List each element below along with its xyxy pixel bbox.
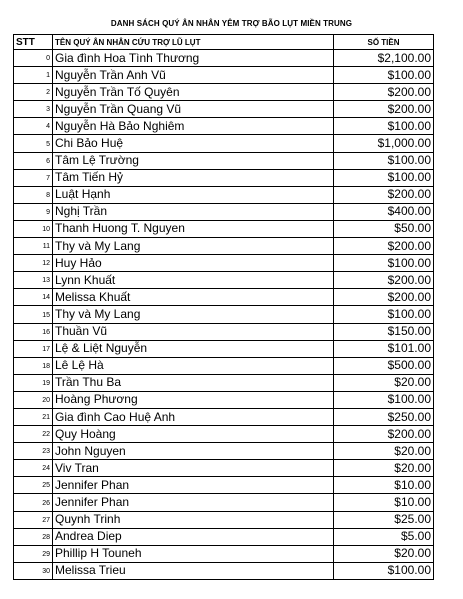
table-row bbox=[14, 357, 434, 374]
donation-amount: $2,100.00 bbox=[334, 50, 434, 67]
donation-amount: $500.00 bbox=[334, 357, 434, 374]
donation-amount: $5.00 bbox=[334, 528, 434, 545]
table-row bbox=[14, 494, 434, 511]
donor-name: Lệ & Liệt Nguyễn bbox=[53, 340, 334, 357]
table-row bbox=[14, 289, 434, 306]
donor-name: Phillip H Touneh bbox=[53, 545, 334, 562]
donation-amount: $400.00 bbox=[334, 203, 434, 220]
table-row bbox=[14, 255, 434, 272]
row-number: 24 bbox=[14, 460, 53, 477]
column-header-amount: SỐ TIỀN bbox=[334, 35, 434, 50]
table-row bbox=[14, 135, 434, 152]
table-row bbox=[14, 511, 434, 528]
donor-name: Lê Lệ Hà bbox=[53, 357, 334, 374]
table-row bbox=[14, 545, 434, 562]
row-number: 4 bbox=[14, 118, 53, 135]
row-number: 10 bbox=[14, 220, 53, 237]
table-row bbox=[14, 50, 434, 67]
table-row bbox=[14, 272, 434, 289]
donation-amount: $100.00 bbox=[334, 152, 434, 169]
table-row bbox=[14, 220, 434, 237]
donation-amount: $101.00 bbox=[334, 340, 434, 357]
donation-amount: $100.00 bbox=[334, 118, 434, 135]
row-number: 11 bbox=[14, 238, 53, 255]
table-row bbox=[14, 477, 434, 494]
donor-name: Quynh Trinh bbox=[53, 511, 334, 528]
donation-amount: $1,000.00 bbox=[334, 135, 434, 152]
donor-name: Thanh Huong T. Nguyen bbox=[53, 220, 334, 237]
row-number: 30 bbox=[14, 562, 53, 579]
row-number: 18 bbox=[14, 357, 53, 374]
row-number: 9 bbox=[14, 203, 53, 220]
document-title: DANH SÁCH QUÝ ÂN NHÂN YÊM TRỢ BÃO LỤT MIỀN TRUNG bbox=[110, 19, 353, 28]
donation-amount: $200.00 bbox=[334, 186, 434, 203]
donor-name: Thy và My Lang bbox=[53, 306, 334, 323]
table-row bbox=[14, 118, 434, 135]
row-number: 8 bbox=[14, 186, 53, 203]
row-number: 20 bbox=[14, 391, 53, 408]
row-number: 23 bbox=[14, 443, 53, 460]
table-row bbox=[14, 152, 434, 169]
row-number: 2 bbox=[14, 84, 53, 101]
column-header-stt: STT bbox=[14, 35, 53, 50]
donor-name: Jennifer Phan bbox=[53, 477, 334, 494]
table-row bbox=[14, 391, 434, 408]
donation-amount: $200.00 bbox=[334, 238, 434, 255]
table-row bbox=[14, 67, 434, 84]
donation-amount: $200.00 bbox=[334, 272, 434, 289]
row-number: 29 bbox=[14, 545, 53, 562]
table-row bbox=[14, 84, 434, 101]
row-number: 17 bbox=[14, 340, 53, 357]
donor-name: Thy và My Lang bbox=[53, 238, 334, 255]
donation-amount: $100.00 bbox=[334, 306, 434, 323]
donor-name: Chi Bảo Huệ bbox=[53, 135, 334, 152]
table-row bbox=[14, 340, 434, 357]
donor-name: Melissa Trieu bbox=[53, 562, 334, 579]
donor-name: Lynn Khuất bbox=[53, 272, 334, 289]
donation-amount: $25.00 bbox=[334, 511, 434, 528]
table-row bbox=[14, 562, 434, 579]
table-row bbox=[14, 528, 434, 545]
donor-name: Gia đình Hoa Tình Thương bbox=[53, 50, 334, 67]
donor-name: Nguyễn Hà Bảo Nghiêm bbox=[53, 118, 334, 135]
table-row bbox=[14, 408, 434, 425]
donation-amount: $200.00 bbox=[334, 289, 434, 306]
donation-amount: $20.00 bbox=[334, 460, 434, 477]
donor-table-body bbox=[14, 50, 434, 580]
table-row bbox=[14, 186, 434, 203]
donor-name: Nguyễn Trần Anh Vũ bbox=[53, 67, 334, 84]
row-number: 22 bbox=[14, 426, 53, 443]
donor-name: Jennifer Phan bbox=[53, 494, 334, 511]
row-number: 27 bbox=[14, 511, 53, 528]
table-row bbox=[14, 169, 434, 186]
row-number: 26 bbox=[14, 494, 53, 511]
donation-amount: $20.00 bbox=[334, 443, 434, 460]
donor-name: Gia đình Cao Huệ Anh bbox=[53, 408, 334, 425]
donor-table bbox=[13, 34, 434, 580]
donor-name: Andrea Diep bbox=[53, 528, 334, 545]
table-row bbox=[14, 203, 434, 220]
donor-name: Nghị Trần bbox=[53, 203, 334, 220]
column-header-name: TÊN QUÝ ÂN NHÂN CỨU TRỢ LŨ LỤT bbox=[53, 35, 334, 50]
table-header-row bbox=[14, 35, 434, 50]
donor-name: Viv Tran bbox=[53, 460, 334, 477]
donation-amount: $200.00 bbox=[334, 84, 434, 101]
donor-name: Nguyễn Trần Quang Vũ bbox=[53, 101, 334, 118]
donor-name: Nguyễn Trần Tố Quyên bbox=[53, 84, 334, 101]
donation-amount: $100.00 bbox=[334, 562, 434, 579]
donor-name: Hoàng Phương bbox=[53, 391, 334, 408]
table-row bbox=[14, 323, 434, 340]
donation-amount: $200.00 bbox=[334, 426, 434, 443]
donor-name: Tâm Tiến Hỷ bbox=[53, 169, 334, 186]
donation-amount: $10.00 bbox=[334, 477, 434, 494]
row-number: 0 bbox=[14, 50, 53, 67]
donation-amount: $100.00 bbox=[334, 67, 434, 84]
row-number: 14 bbox=[14, 289, 53, 306]
row-number: 12 bbox=[14, 255, 53, 272]
donor-name: Huy Hảo bbox=[53, 255, 334, 272]
donation-amount: $200.00 bbox=[334, 101, 434, 118]
table-row bbox=[14, 101, 434, 118]
row-number: 13 bbox=[14, 272, 53, 289]
table-row bbox=[14, 306, 434, 323]
row-number: 6 bbox=[14, 152, 53, 169]
donation-amount: $10.00 bbox=[334, 494, 434, 511]
table-row bbox=[14, 426, 434, 443]
row-number: 28 bbox=[14, 528, 53, 545]
donation-amount: $250.00 bbox=[334, 408, 434, 425]
donor-name: Tâm Lệ Trường bbox=[53, 152, 334, 169]
donor-name: Trần Thu Ba bbox=[53, 374, 334, 391]
row-number: 15 bbox=[14, 306, 53, 323]
row-number: 5 bbox=[14, 135, 53, 152]
table-row bbox=[14, 238, 434, 255]
donation-amount: $50.00 bbox=[334, 220, 434, 237]
table-row bbox=[14, 460, 434, 477]
donation-amount: $20.00 bbox=[334, 545, 434, 562]
donation-amount: $100.00 bbox=[334, 169, 434, 186]
row-number: 25 bbox=[14, 477, 53, 494]
donation-amount: $20.00 bbox=[334, 374, 434, 391]
donation-amount: $150.00 bbox=[334, 323, 434, 340]
donor-name: Luật Hạnh bbox=[53, 186, 334, 203]
donor-name: John Nguyen bbox=[53, 443, 334, 460]
row-number: 7 bbox=[14, 169, 53, 186]
row-number: 19 bbox=[14, 374, 53, 391]
donor-name: Thuần Vũ bbox=[53, 323, 334, 340]
donation-amount: $100.00 bbox=[334, 391, 434, 408]
table-row bbox=[14, 374, 434, 391]
donor-name: Quy Hoàng bbox=[53, 426, 334, 443]
row-number: 21 bbox=[14, 408, 53, 425]
row-number: 16 bbox=[14, 323, 53, 340]
donation-amount: $100.00 bbox=[334, 255, 434, 272]
row-number: 1 bbox=[14, 67, 53, 84]
row-number: 3 bbox=[14, 101, 53, 118]
table-row bbox=[14, 443, 434, 460]
donor-name: Melissa Khuất bbox=[53, 289, 334, 306]
